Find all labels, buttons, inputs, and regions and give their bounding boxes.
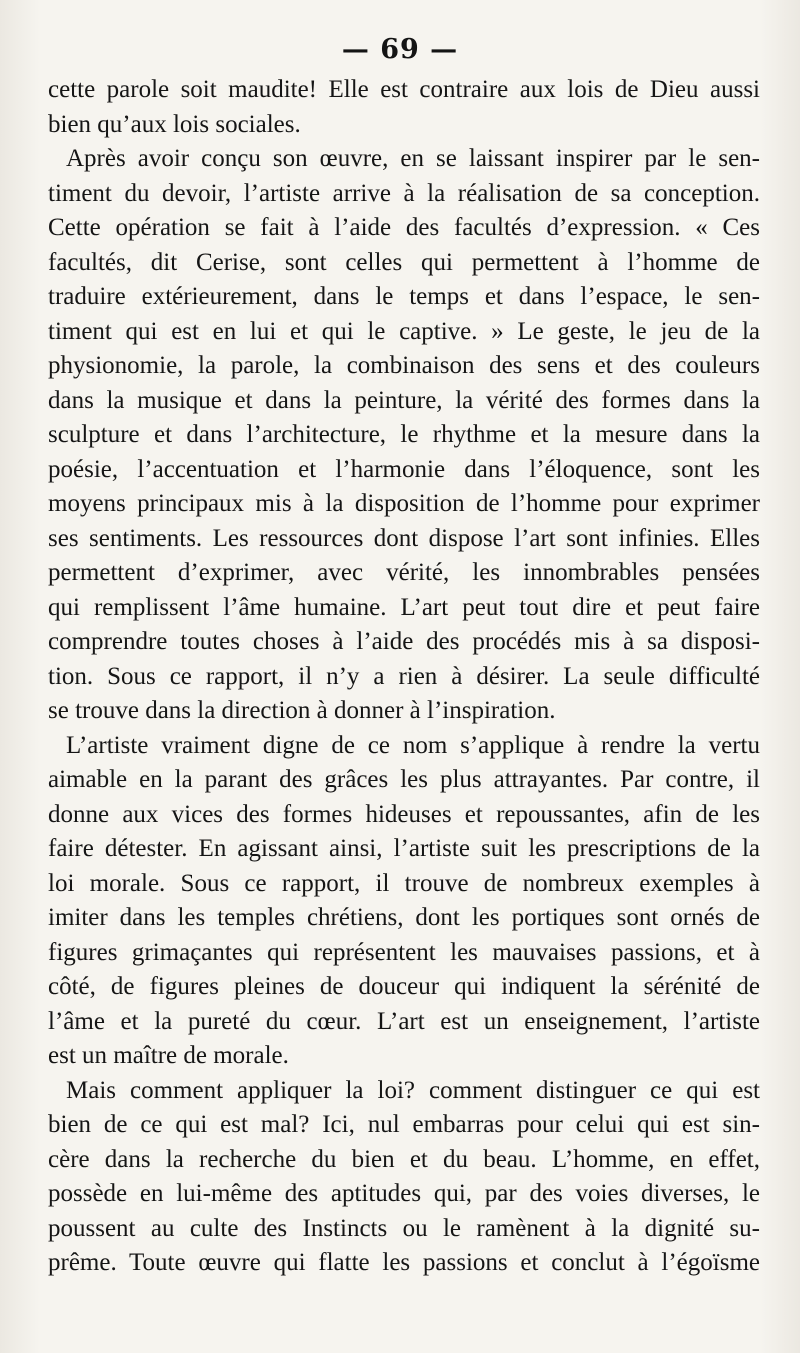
text-line: poussent au culte des Instincts ou le ramènent à la dignité su- (48, 1214, 760, 1242)
text-line: loi morale. Sous ce rapport, il trouve de nombreux exemples à (48, 869, 760, 897)
text-line: timent qui est en lui et qui le captive. » Le geste, le jeu de la (48, 317, 760, 345)
text-line: poésie, l’accentuation et l’harmonie dans l’éloquence, sont les (48, 455, 760, 483)
text-line: cère dans la recherche du bien et du beau. L’homme, en effet, (48, 1145, 760, 1173)
text-line: ses sentiments. Les ressources dont dispose l’art sont infinies. Elles (48, 524, 760, 552)
text-line: Mais comment appliquer la loi? comment distinguer ce qui est (66, 1076, 760, 1104)
text-line: L’artiste vraiment digne de ce nom s’applique à rendre la vertu (66, 731, 760, 759)
text-line: aimable en la parant des grâces les plus attrayantes. Par contre, il (48, 766, 760, 793)
text-line: physionomie, la parole, la combinaison des sens et des couleurs (48, 352, 760, 379)
text-line: sculpture et dans l’architecture, le rhythme et la mesure dans la (48, 421, 760, 448)
text-line: prême. Toute œuvre qui flatte les passions et conclut à l’égoïsme (48, 1249, 760, 1276)
text-line: qui remplissent l’âme humaine. L’art peut tout dire et peut faire (48, 593, 760, 621)
text-line: donne aux vices des formes hideuses et repoussantes, afin de les (48, 800, 760, 828)
text-line: bien de ce qui est mal? Ici, nul embarras pour celui qui est sin- (48, 1111, 760, 1138)
text-line: permettent d’exprimer, avec vérité, les innombrables pensées (48, 559, 760, 586)
text-line: comprendre toutes choses à l’aide des procédés mis à sa disposi- (48, 628, 760, 655)
text-line: côté, de figures pleines de douceur qui indiquent la sérénité de (48, 973, 760, 1000)
text-line: cette parole soit maudite! Elle est contraire aux lois de Dieu aussi (48, 76, 760, 103)
text-line: imiter dans les temples chrétiens, dont les portiques sont ornés de (48, 904, 760, 931)
page-number: — 69 — (341, 34, 459, 65)
text-line: tion. Sous ce rapport, il n’y a rien à désirer. La seule difficulté (48, 662, 760, 690)
text-line: dans la musique et dans la peinture, la vérité des formes dans la (48, 386, 760, 414)
text-line: l’âme et la pureté du cœur. L’art est un enseignement, l’artiste (48, 1007, 760, 1035)
text-line: faire détester. En agissant ainsi, l’artiste suit les prescriptions de la (48, 835, 760, 862)
text-line: bien qu’aux lois sociales. (48, 110, 301, 138)
text-line: traduire extérieurement, dans le temps et dans l’espace, le sen- (48, 283, 760, 310)
text-line: moyens principaux mis à la disposition de l’homme pour exprimer (48, 490, 760, 517)
body-text (48, 73, 760, 1281)
text-line: timent du devoir, l’artiste arrive à la réalisation de sa conception. (48, 179, 760, 207)
text-line: est un maître de morale. (48, 1042, 289, 1069)
text-line: facultés, dit Cerise, sont celles qui permettent à l’homme de (48, 248, 760, 276)
text-line: se trouve dans la direction à donner à l’inspiration. (48, 697, 556, 724)
text-line: Après avoir conçu son œuvre, en se laissant inspirer par le sen- (66, 145, 760, 172)
text-line: figures grimaçantes qui représentent les mauvaises passions, et à (48, 938, 760, 966)
text-line: Cette opération se fait à l’aide des facultés d’expression. « Ces (48, 214, 760, 241)
text-line: possède en lui-même des aptitudes qui, par des voies diverses, le (48, 1180, 760, 1207)
